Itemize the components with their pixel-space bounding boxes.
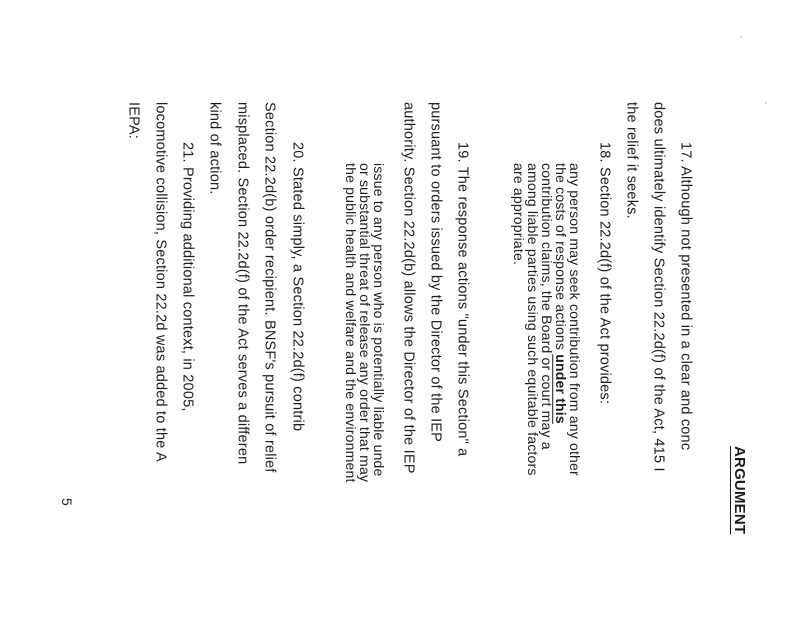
block-quote-1-line-2 <box>554 163 568 424</box>
paragraph-17-line-3: the relief it seeks. <box>623 102 640 219</box>
paragraph-20-line-4: kind of action. <box>206 102 223 195</box>
block-quote-1-line-5: are appropriate. <box>511 163 527 266</box>
block-quote-1-line-2-text: the costs of response actions <box>553 163 569 355</box>
block-quote-1-line-1: any person may seek contribution from any other <box>567 163 583 476</box>
section-heading: ARGUMENT <box>731 446 748 535</box>
block-quote-1-line-4: among liable parties using such equitable factors <box>525 163 541 476</box>
block-quote-2-line-2: or substantial threat of release any order that may <box>357 163 373 483</box>
page-number: 5 <box>59 498 75 506</box>
paragraph-19-line-2: pursuant to orders issued by the Director of the IEP <box>427 102 444 443</box>
paragraph-21-line-1: 21. Providing additional context, in 2005, <box>179 142 196 412</box>
paragraph-20-line-2: Section 22.2d(b) order recipient. BNSF's pursuit of relief <box>261 102 278 473</box>
paragraph-17-line-2: does ultimately identify Section 22.2d(f) of the Act, 415 I <box>650 102 667 472</box>
paragraph-19-line-3: authority. Section 22.2d(b) allows the Director of the IEP <box>400 102 417 474</box>
paragraph-20-line-3: misplaced. Section 22.2d(f) of the Act serves a differen <box>234 102 251 465</box>
scan-speck <box>740 36 742 38</box>
paragraph-20-line-1: 20. Stated simply, a Section 22.2d(f) contrib <box>289 142 306 432</box>
paragraph-21-line-2: locomotive collision, Section 22.2d was added to the A <box>152 102 169 462</box>
emphasis-under-this: under this <box>553 354 569 424</box>
paragraph-18-intro: 18. Section 22.2d(f) of the Act provides: <box>596 142 613 405</box>
block-quote-1-line-3: contribution claims, the Board or court may a <box>539 163 555 450</box>
scan-speck <box>765 102 767 104</box>
paragraph-19-line-1: 19. The response actions "under this Section" a <box>454 142 471 457</box>
paragraph-21-line-3: IEPA: <box>125 102 142 139</box>
block-quote-2-line-1: issue to any person who is potentially liable unde <box>371 163 387 477</box>
paragraph-17-line-1: 17. Although not presented in a clear and conc <box>677 142 694 451</box>
block-quote-2-line-3: the public health and welfare and the environment <box>343 163 359 483</box>
